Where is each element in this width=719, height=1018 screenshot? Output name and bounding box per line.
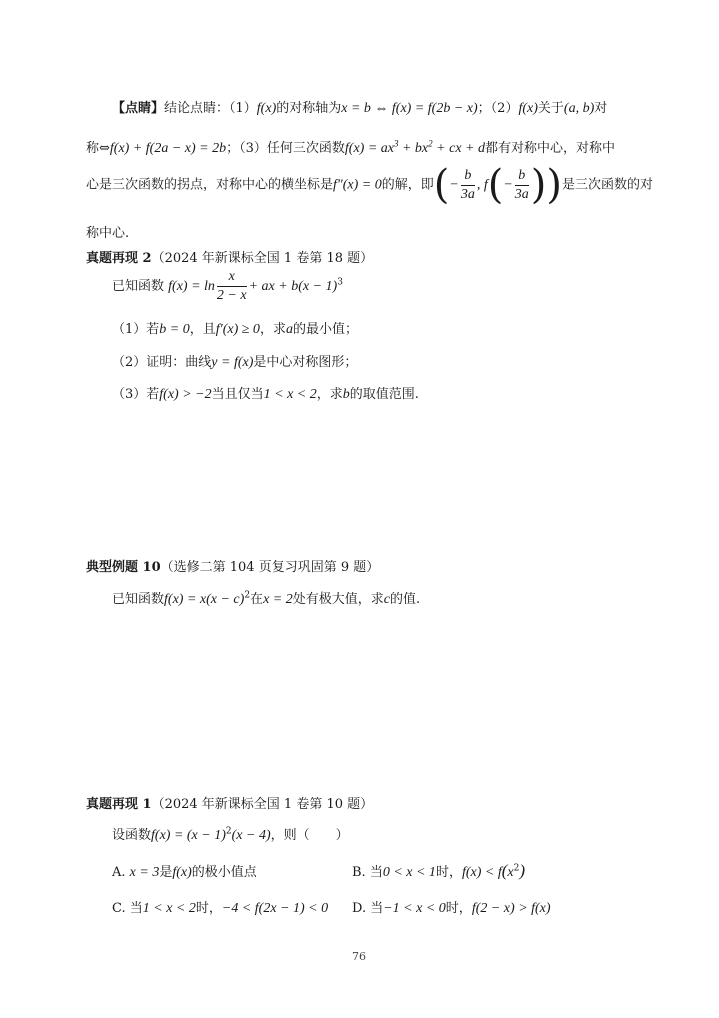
text: 结论点睛：（1） xyxy=(164,101,257,116)
math: 1 < x < 2 xyxy=(263,387,317,402)
math: 1 < x < 2 xyxy=(142,901,196,916)
dianxing10-stem xyxy=(112,588,420,608)
math: f″(x) = 0 xyxy=(333,177,382,193)
text: 对 xyxy=(594,101,608,116)
text: ；（3）任何三次函数 xyxy=(226,141,345,156)
text: 当且仅当 xyxy=(211,387,264,402)
dianjing-heading: 【点睛】 xyxy=(112,101,165,116)
math: f(x) + f(2a − x) = 2b xyxy=(109,141,227,156)
text: 处有极大值，求 xyxy=(292,592,384,607)
left-paren-icon: ( xyxy=(487,162,504,208)
math: f′(x) ≥ 0 xyxy=(215,322,260,337)
text: 的值. xyxy=(389,592,421,607)
zhenti2-stem xyxy=(112,268,343,305)
numerator: b xyxy=(461,167,475,186)
math: + bx xyxy=(398,141,429,156)
zhenti2-q2 xyxy=(112,351,357,371)
fraction xyxy=(515,167,529,204)
math: x xyxy=(507,865,514,880)
text: 关于 xyxy=(537,101,564,116)
math: f(x) = (x − 1) xyxy=(151,828,226,843)
text: 的最小值； xyxy=(292,322,358,337)
text: 的极小值点 xyxy=(191,865,257,880)
zhenti2-q1 xyxy=(112,318,358,338)
math: , f xyxy=(476,177,488,193)
right-paren-icon: ) xyxy=(530,162,547,208)
text: 称中心. xyxy=(86,226,130,241)
math: f(x) = ax xyxy=(344,141,394,156)
math: ( xyxy=(501,861,508,880)
option-label: D. 当 xyxy=(352,901,384,916)
zhenti1-stem xyxy=(112,824,349,844)
math: x = 2 xyxy=(263,592,293,607)
text: 设函数 xyxy=(112,828,152,843)
text: 是 xyxy=(159,865,173,880)
math: ) xyxy=(519,861,526,880)
math: (a, b) xyxy=(563,101,595,116)
dianjing-line-4 xyxy=(86,222,129,241)
math: − xyxy=(449,177,459,193)
section-title: 真题再现 2 xyxy=(86,251,152,266)
text: ，且 xyxy=(189,322,216,337)
text: 已知函数 xyxy=(112,279,165,294)
dianjing-line-1 xyxy=(112,97,607,117)
numerator: x xyxy=(217,268,247,287)
zhenti2-q3 xyxy=(112,383,419,403)
text: ，求 xyxy=(316,387,343,402)
text: 的取值范围. xyxy=(349,387,419,402)
section-source: （2024 年新课标全国 1 卷第 18 题） xyxy=(151,251,374,266)
math: + cx + d xyxy=(432,141,485,156)
dianjing-line-2 xyxy=(86,137,615,157)
math: 0 < x < 1 xyxy=(382,865,436,880)
math: f(x) > −2 xyxy=(159,387,212,402)
text: 时， xyxy=(195,901,222,916)
math: x = b ⇔ f(x) = f(2b − x) xyxy=(341,101,478,116)
math: − xyxy=(503,177,513,193)
exponent: 2 xyxy=(513,863,520,874)
math: −1 < x < 0 xyxy=(383,901,446,916)
denominator: 3a xyxy=(514,186,529,202)
text: 时， xyxy=(445,901,472,916)
text: 在 xyxy=(250,592,264,607)
math: f(2 − x) > f(x) xyxy=(471,901,551,916)
text: 时， xyxy=(435,865,462,880)
zhenti2-heading xyxy=(86,247,373,266)
math: + ax + b(x − 1) xyxy=(248,279,338,294)
math: y = f(x) xyxy=(211,355,254,370)
option-d xyxy=(352,897,551,917)
exponent: 3 xyxy=(337,277,343,288)
section-source: （2024 年新课标全国 1 卷第 10 题） xyxy=(151,797,374,812)
exponent: 2 xyxy=(225,826,232,837)
text: 的解，即 xyxy=(381,177,434,193)
exponent: 2 xyxy=(244,590,251,601)
option-label: B. 当 xyxy=(352,865,383,880)
math: f(x) xyxy=(518,101,538,116)
option-a xyxy=(112,861,257,881)
section-title: 真题再现 1 xyxy=(86,797,152,812)
fraction xyxy=(217,268,247,305)
denominator: 2 − x xyxy=(216,288,247,303)
section-title: 典型例题 10 xyxy=(86,560,161,575)
text: 已知函数 xyxy=(112,592,165,607)
dianxing10-heading xyxy=(86,556,379,575)
right-paren-icon: ) xyxy=(546,162,562,208)
option-label: A. xyxy=(112,865,126,880)
option-label: C. 当 xyxy=(112,901,143,916)
text: （1）若 xyxy=(112,322,160,337)
text: 都有对称中心，对称中 xyxy=(484,141,615,156)
math: f(x) = ln xyxy=(168,279,215,294)
math xyxy=(344,138,485,156)
math: b xyxy=(342,387,350,402)
option-c xyxy=(112,897,328,917)
denominator: 3a xyxy=(460,186,475,202)
math: f(x) xyxy=(256,101,277,116)
text: ，求 xyxy=(259,322,286,337)
math: f(x) = x(x − c) xyxy=(164,592,245,607)
option-b xyxy=(352,861,525,881)
zhenti1-heading xyxy=(86,793,373,812)
exponent: 3 xyxy=(393,138,399,149)
exponent: 2 xyxy=(428,138,433,149)
math: (x − 4) xyxy=(231,828,271,843)
text: 心是三次函数的拐点，对称中心的横坐标是 xyxy=(86,177,334,193)
text: 称⇔ xyxy=(86,141,110,156)
math: x = 3 xyxy=(129,865,160,880)
math: c xyxy=(383,592,390,607)
left-paren-icon: ( xyxy=(433,162,450,208)
dianjing-line-3 xyxy=(86,162,653,208)
fraction xyxy=(461,167,475,204)
numerator: b xyxy=(515,167,529,186)
text: ，则（ ） xyxy=(270,828,349,843)
math: f(x) < f xyxy=(461,865,502,880)
text: 的对称轴为 xyxy=(276,101,342,116)
text: 是三次函数的对 xyxy=(561,177,653,193)
text: （2）证明：曲线 xyxy=(112,355,212,370)
text: 是中心对称图形； xyxy=(253,355,358,370)
text: ；（2） xyxy=(477,101,519,116)
math: b = 0 xyxy=(159,322,190,337)
math: f(x) xyxy=(172,865,192,880)
math: a xyxy=(285,322,293,337)
math: −4 < f(2x − 1) < 0 xyxy=(221,901,329,916)
page-number: 76 xyxy=(352,950,366,963)
section-source: （选修二第 104 页复习巩固第 9 题） xyxy=(160,560,380,575)
text: （3）若 xyxy=(112,387,160,402)
